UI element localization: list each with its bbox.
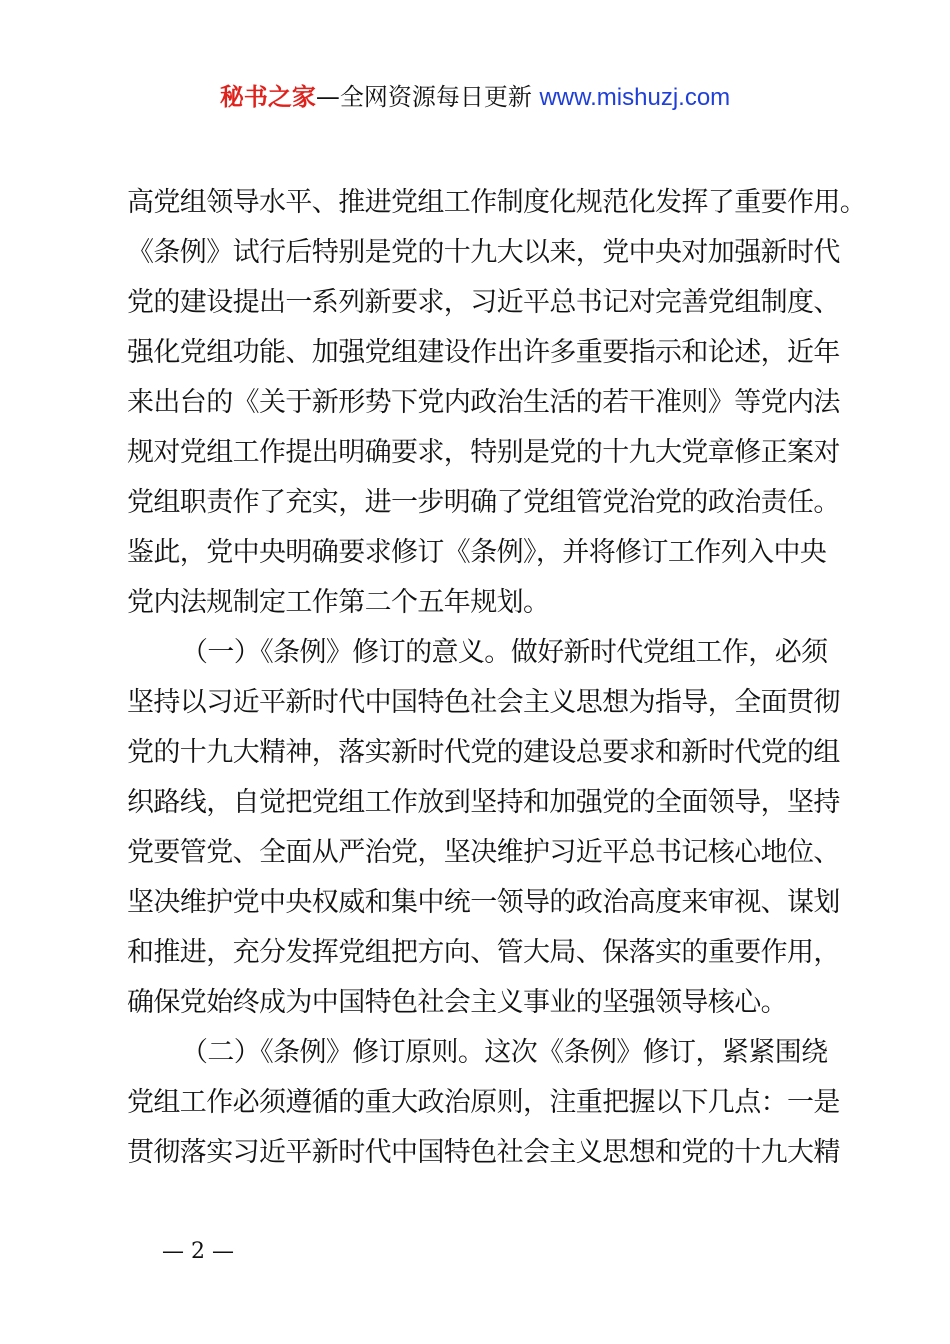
paragraph-start-line: （二）《条例》修订原则。这次《条例》修订，紧紧围绕 bbox=[181, 1037, 828, 1068]
text-line: 鉴此，党中央明确要求修订《条例》，并将修订工作列入中央 bbox=[127, 537, 827, 568]
text-line: 高党组领导水平、推进党组工作制度化规范化发挥了重要作用。 bbox=[127, 187, 867, 218]
text-line: 坚持以习近平新时代中国特色社会主义思想为指导，全面贯彻 bbox=[127, 687, 840, 718]
header-tagline: —全网资源每日更新 bbox=[315, 83, 540, 111]
site-header bbox=[0, 80, 950, 115]
text-line: 党组工作必须遵循的重大政治原则，注重把握以下几点：一是 bbox=[127, 1087, 840, 1118]
text-line: 《条例》试行后特别是党的十九大以来，党中央对加强新时代 bbox=[127, 237, 840, 268]
text-line: 和推进，充分发挥党组把方向、管大局、保落实的重要作用， bbox=[127, 937, 840, 968]
paragraph-start-line: （一）《条例》修订的意义。做好新时代党组工作，必须 bbox=[181, 637, 828, 668]
text-line: 党要管党、全面从严治党，坚决维护习近平总书记核心地位、 bbox=[127, 837, 840, 868]
page-number: — 2 — bbox=[162, 1239, 234, 1264]
brand-name: 秘书之家 bbox=[219, 83, 316, 111]
document-body bbox=[127, 178, 867, 1178]
text-line: 贯彻落实习近平新时代中国特色社会主义思想和党的十九大精 bbox=[127, 1137, 840, 1168]
text-line: 党的十九大精神，落实新时代党的建设总要求和新时代党的组 bbox=[127, 737, 840, 768]
text-line: 确保党始终成为中国特色社会主义事业的坚强领导核心。 bbox=[127, 987, 787, 1018]
text-line: 党内法规制定工作第二个五年规划。 bbox=[127, 587, 550, 618]
site-url-link[interactable]: www.mishuzj.com bbox=[539, 84, 731, 111]
text-line: 来出台的《关于新形势下党内政治生活的若干准则》等党内法 bbox=[127, 387, 840, 418]
text-line: 坚决维护党中央权威和集中统一领导的政治高度来审视、谋划 bbox=[127, 887, 840, 918]
text-line: 织路线，自觉把党组工作放到坚持和加强党的全面领导，坚持 bbox=[127, 787, 840, 818]
text-line: 党组职责作了充实，进一步明确了党组管党治党的政治责任。 bbox=[127, 487, 840, 518]
text-line: 党的建设提出一系列新要求，习近平总书记对完善党组制度、 bbox=[127, 287, 840, 318]
text-line: 强化党组功能、加强党组建设作出许多重要指示和论述，近年 bbox=[127, 337, 840, 368]
text-line: 规对党组工作提出明确要求，特别是党的十九大党章修正案对 bbox=[127, 437, 840, 468]
